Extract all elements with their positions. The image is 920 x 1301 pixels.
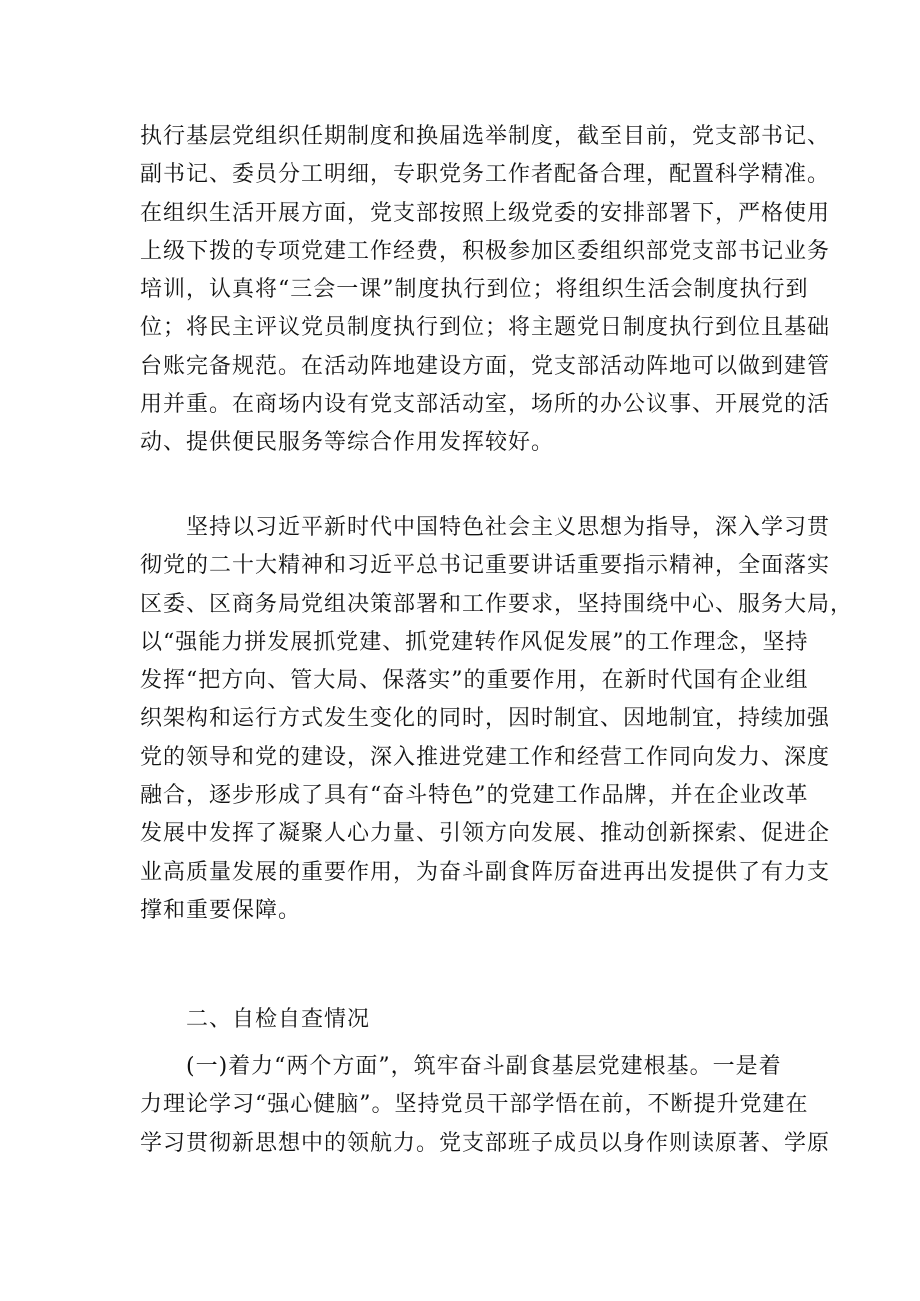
- text-line: 培训，认真将“三会一课”制度执行到位；将组织生活会制度执行到: [140, 277, 809, 303]
- text-line: 以“强能力拼发展抓党建、抓党建转作风促发展”的工作理念，坚持: [140, 629, 809, 655]
- text-line: 业高质量发展的重要作用，为奋斗副食阵厉奋进再出发提供了有力支: [140, 859, 831, 885]
- text-line: 发挥“把方向、管大局、保落实”的重要作用，在新时代国有企业组: [140, 668, 809, 694]
- paragraph-self-inspection: [140, 1048, 831, 1163]
- section-heading-text: 二、自检自查情况: [140, 1007, 371, 1032]
- text-line: 上级下拨的专项党建工作经费，积极参加区委组织部党支部书记业务: [140, 238, 831, 264]
- text-line: 台账完备规范。在活动阵地建设方面，党支部活动阵地可以做到建管: [140, 353, 831, 379]
- text-line: (一)着力“两个方面”，筑牢奋斗副食基层党建根基。一是着: [140, 1054, 782, 1079]
- paragraph-party-organization-system: [140, 118, 831, 463]
- text-line: 织架构和运行方式发生变化的同时，因时制宜、因地制宜，持续加强: [140, 706, 831, 732]
- text-line: 区委、区商务局党组决策部署和工作要求，坚持围绕中心、服务大局，: [140, 591, 854, 617]
- text-line: 动、提供便民服务等综合作用发挥较好。: [140, 430, 555, 456]
- section-heading: [140, 1001, 800, 1039]
- text-line: 力理论学习“强心健脑”。坚持党员干部学悟在前，不断提升党建在: [140, 1092, 809, 1118]
- text-line: 发展中发挥了凝聚人心力量、引领方向发展、推动创新探索、促进企: [140, 821, 831, 847]
- text-line: 撑和重要保障。: [140, 897, 302, 923]
- text-line: 学习贯彻新思想中的领航力。党支部班子成员以身作则读原著、学原: [140, 1130, 831, 1156]
- paragraph-guiding-thought: [140, 509, 854, 930]
- text-line: 彻党的二十大精神和习近平总书记重要讲话重要指示精神，全面落实: [140, 553, 831, 579]
- text-line: 党的领导和党的建设，深入推进党建工作和经营工作同向发力、深度: [140, 744, 831, 770]
- text-line: 坚持以习近平新时代中国特色社会主义思想为指导，深入学习贯: [140, 515, 831, 540]
- text-line: 用并重。在商场内设有党支部活动室，场所的办公议事、开展党的活: [140, 392, 831, 418]
- text-line: 在组织生活开展方面，党支部按照上级党委的安排部署下，严格使用: [140, 200, 831, 226]
- text-line: 位；将民主评议党员制度执行到位；将主题党日制度执行到位且基础: [140, 315, 831, 341]
- text-line: 融合，逐步形成了具有“奋斗特色”的党建工作品牌，并在企业改革: [140, 783, 809, 809]
- text-line: 副书记、委员分工明细，专职党务工作者配备合理，配置科学精准。: [140, 162, 831, 188]
- text-line: 执行基层党组织任期制度和换届选举制度，截至目前，党支部书记、: [140, 124, 831, 149]
